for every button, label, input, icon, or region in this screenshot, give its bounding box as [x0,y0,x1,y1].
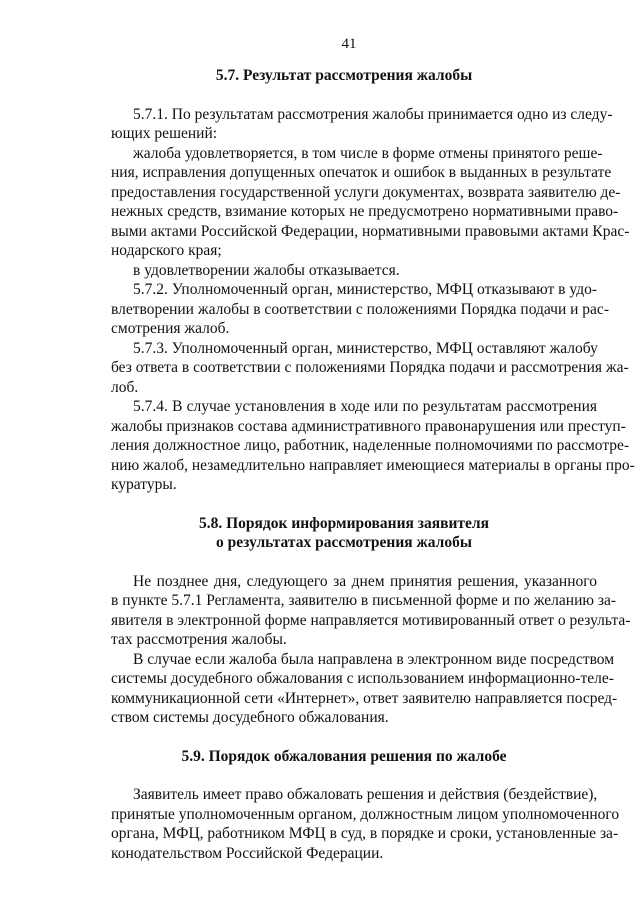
text-line: влетворении жалобы в соответствии с положениями Порядка подачи и рас- [111,300,609,318]
section-heading [91,514,597,553]
text-line: нодарского края; [111,242,222,259]
text-line: выми актами Российской Федерации, нормативными правовыми актами Крас- [111,222,630,240]
text-line: конодательством Российской Федерации. [111,844,384,862]
section-heading [91,66,597,86]
text-line: в пункте 5.7.1 Регламента, заявителю в письменной форме и по желанию за- [111,592,617,609]
text-line: ством системы досудебного обжалования. [111,709,389,726]
text-line: 5.7.2. Уполномоченный орган, министерство, МФЦ отказывают в удо- [133,281,597,298]
paragraph-5-7-1 [111,105,613,144]
text-line: органа, МФЦ, работником МФЦ в суд, в порядке и сроки, установленные за- [111,825,619,842]
paragraph-5-7-3 [111,339,629,398]
text-line: жалобы признаков состава административного правонарушения или преступ- [111,417,626,435]
text-line: 5.7.4. В случае установления в ходе или по результатам рассмотрения [133,398,597,415]
text-line: ления должностное лицо, работник, наделенные полномочиями по рассмотре- [111,437,630,454]
text-line: 5.7.1. По результатам рассмотрения жалобы принимается одно из следу- [133,105,613,123]
text-line: тах рассмотрения жалобы. [111,631,287,648]
text-line: принятые уполномоченным органом, должностным лицом уполномоченного [111,805,620,823]
paragraph-response-deadline [111,572,631,650]
paragraph-5-7-2 [111,280,609,339]
text-line: Заявитель имеет право обжаловать решения и действия (бездействие), [133,786,598,803]
heading-line: 5.9. Порядок обжалования решения по жалобе [181,747,507,765]
paragraph-appeal-right [111,785,620,863]
text-line: лоб. [111,378,139,396]
document-body [111,66,635,863]
text-line: ющих решений: [111,125,218,142]
paragraph-5-7-4 [111,397,635,495]
text-line: системы досудебного обжалования с использованием информационно-теле- [111,670,614,687]
paragraph-complaint-refused [111,261,597,281]
text-line: ния, исправления допущенных опечаток и ошибок в выданных в результате [111,164,612,181]
text-line: куратуры. [111,476,177,493]
text-line: в удовлетворении жалобы отказывается. [133,261,400,279]
text-line: без ответа в соответствии с положениями Порядка подачи и рассмотрения жа- [111,359,629,376]
heading-line: 5.8. Порядок информирования заявителя [198,514,489,532]
section-heading [91,747,597,767]
text-line: явителя в электронной форме направляется мотивированный ответ о результа- [111,611,631,629]
text-line: 5.7.3. Уполномоченный орган, министерство, МФЦ оставляют жалобу [133,339,598,357]
page-number: 41 [341,36,357,52]
text-line: В случае если жалоба была направлена в электронном виде посредством [133,650,615,668]
text-line: смотрения жалоб. [111,320,230,337]
text-line: жалоба удовлетворяется, в том числе в форме отмены принятого реше- [133,144,603,162]
heading-line: 5.7. Результат рассмотрения жалобы [215,67,473,84]
section-5-7 [111,66,635,495]
text-line: нежных средств, взимание которых не предусмотрено нормативными право- [111,203,619,220]
section-5-9 [111,747,620,864]
text-line: предоставления государственной услуги документах, возврата заявителю де- [111,183,621,201]
text-line: Не позднее дня, следующего за днем принятия решения, указанного [133,572,597,590]
paragraph-complaint-satisfied [111,144,630,261]
heading-line: о результатах рассмотрения жалобы [216,534,472,551]
text-line: коммуникационной сети «Интернет», ответ заявителю направляется посред- [111,689,618,707]
paragraph-electronic-response [111,650,618,728]
text-line: нию жалоб, незамедлительно направляет имеющиеся материалы в органы про- [111,456,635,474]
section-5-8 [111,514,631,728]
